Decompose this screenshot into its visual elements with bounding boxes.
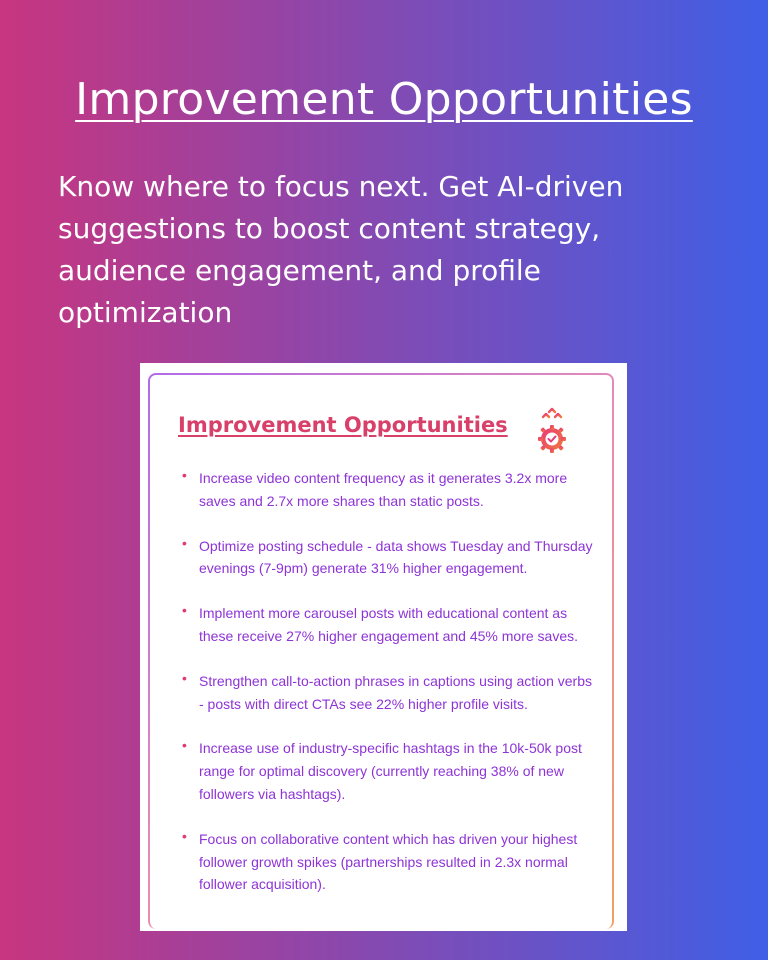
tip-item: [182, 670, 597, 716]
tip-item: [182, 737, 597, 805]
bullet-icon: •: [182, 602, 187, 619]
card-header: [178, 405, 588, 455]
bullet-icon: •: [182, 669, 187, 686]
card-title: Improvement Opportunities: [178, 413, 508, 437]
gear-growth-icon: [530, 405, 574, 453]
tip-text: Implement more carousel posts with educational content as these receive 27% higher engagement and 45% more saves.: [199, 605, 579, 644]
tip-text: Strengthen call-to-action phrases in captions using action verbs - posts with direct CTAs see 22% higher profile visits.: [199, 672, 592, 712]
tip-item: [182, 602, 597, 648]
screenshot-frame: [140, 363, 627, 931]
page-title: Improvement Opportunities: [75, 74, 693, 125]
improvement-card: [148, 373, 614, 929]
tip-item: [182, 467, 597, 513]
tip-text: Increase video content frequency as it generates 3.2x more saves and 2.7x more shares than static posts.: [199, 470, 568, 509]
bullet-icon: •: [182, 827, 187, 844]
page-subtitle: Know where to focus next. Get AI-driven suggestions to boost content strategy, audience engagement, and profile optimization: [58, 170, 624, 329]
bullet-icon: •: [182, 534, 187, 551]
tip-item: [182, 828, 597, 896]
tip-text: Increase use of industry-specific hashtags in the 10k-50k post range for optimal discovery (currently reaching 38% of new followers via hashtags).: [199, 740, 582, 802]
bullet-icon: •: [182, 737, 187, 754]
tip-text: Optimize posting schedule - data shows Tuesday and Thursday evenings (7-9pm) generate 31% higher engagement.: [199, 537, 593, 577]
tip-item: [182, 535, 597, 581]
tips-list: [182, 467, 597, 918]
tip-text: Focus on collaborative content which has driven your highest follower growth spikes (partnerships resulted in 2.3x normal follower acquisition).: [199, 830, 578, 893]
bullet-icon: •: [182, 467, 187, 483]
